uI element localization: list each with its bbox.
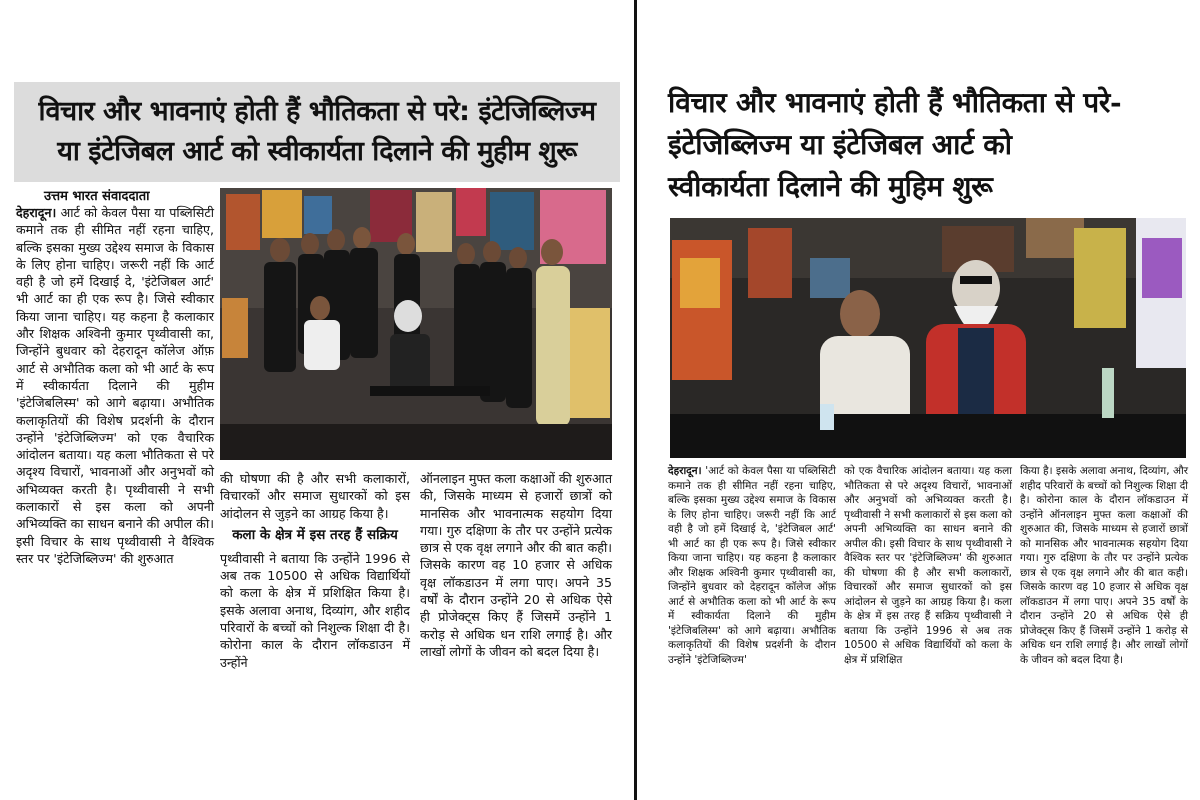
interview-photo — [670, 218, 1186, 458]
left-dateline: देहरादून। — [16, 205, 57, 220]
left-col2-top: की घोषणा की है और सभी कलाकारों, विचारकों और समाज सुधारकों को इस आंदोलन से जुड़ने का आग्रह किया है। — [220, 471, 410, 521]
right-column-1 — [668, 464, 836, 667]
left-col2-bottom: पृथ्वीवासी ने बताया कि उन्होंने 1996 से अब तक 10500 से अधिक विद्यार्थियों को कला के क्षेत्र में प्रशिक्षित किया है। इसके अलावा अनाथ, दिव्यांग, और शहीद परिवारों के बच्चों को निशुल्क शिक्षा दी है। कोरोना काल के दौरान लॉकडाउन में उन्होंने — [220, 550, 410, 670]
left-column-2 — [220, 470, 410, 671]
left-subhead: कला के क्षेत्र में इस तरह हैं सक्रिय — [232, 526, 398, 543]
right-column-3 — [1020, 464, 1188, 667]
left-col1-text: आर्ट को केवल पैसा या पब्लिसिटी कमाने तक ही सीमित नहीं रहना चाहिए, बल्कि इसका मुख्य उद्देश्य समाज के विकास के लिए होना चाहिए। जरूरी नहीं कि आर्ट वही है जो हमें दिखाई दे, 'इंटेजिबल आर्ट' भी आर्ट का ही एक रूप है। जिसे स्वीकार किया जाना चाहिए। यह कहना है कलाकार और शिक्षक अश्विनी कुमार पृथ्वीवासी का, जिन्होंने बुधवार को देहरादून कॉलेज ऑफ़ आर्ट से अभौतिक कला को भी आर्ट के रूप में स्वीकार्यता दिलाने की मुहीम 'इंटेजिबलिस्म' को आगे बढ़ाया। अभौतिक कलाकृतियों की विशेष प्रदर्शनी के दौरान उन्होंने 'इंटेजिब्लिज्म' को एक वैचारिक आंदोलन बताया। यह कला भौतिकता से परे अदृश्य विचारों, भावनाओं और अनुभवों को अभिव्यक्त करती है। पृथ्वीवासी ने सभी कलाकारों से इस कला को अपनी अभिव्यक्ति का साधन बनाने की अपील की। इसी विचार के साथ पृथ्वीवासी ने वैश्विक स्तर पर 'इंटेजिब्लिज्म' की शुरुआत — [16, 205, 214, 566]
left-column-1 — [16, 204, 214, 567]
left-clipping — [14, 82, 620, 732]
right-headline-line2: इंटेजिब्लिज्म या इंटेजिबल आर्ट को — [668, 128, 1012, 161]
right-column-2 — [844, 464, 1012, 667]
right-headline-line1: विचार और भावनाएं होती हैं भौतिकता से परे- — [668, 86, 1122, 119]
group-photo-graphic — [220, 188, 612, 460]
left-headline-line2: या इंटेजिबल आर्ट को स्वीकार्यता दिलाने की मुहीम शुरू — [57, 136, 577, 167]
event-group-photo — [220, 188, 612, 460]
left-col3-text: ऑनलाइन मुफ्त कला कक्षाओं की शुरुआत की, जिसके माध्यम से हजारों छात्रों को मानसिक और भावनात्मक सहयोग दिया गया। गुरु दक्षिणा के तौर पर उन्होंने प्रत्येक छात्र से एक वृक्ष लगाने और की बात कही। जिसके कारण वह 10 हजार से अधिक वृक्ष लॉकडाउन में लगा पाए। अपने 35 वर्षों के दौरान उन्होंने 20 से अधिक ऐसे ही प्रोजेक्ट्स किए हैं जिसमें उन्होंने 1 करोड़ से अधिक धन राशि लगाई है। और लाखों लोगों के जीवन को बदल दिया है। — [420, 471, 612, 659]
right-dateline: देहरादून। — [668, 465, 702, 477]
right-headline — [668, 82, 1188, 208]
left-column-3 — [420, 470, 612, 660]
byline: उत्तम भारत संवाददाता — [44, 189, 150, 204]
right-col2-text: को एक वैचारिक आंदोलन बताया। यह कला भौतिकता से परे अदृश्य विचारों, भावनाओं और अनुभवों को अभिव्यक्त करती है। पृथ्वीवासी ने सभी कलाकारों से इस कला को अपनी अभिव्यक्ति का साधन बनाने की अपील की। इसी विचार के साथ पृथ्वीवासी ने वैश्विक स्तर पर 'इंटेजिब्लिज्म' की शुरुआत की घोषणा की है और सभी कलाकारों, विचारकों और समाज सुधारकों को इस आंदोलन से जुड़ने का आग्रह किया है। कला के क्षेत्र में इस तरह हैं सक्रिय पृथ्वीवासी ने बताया कि उन्होंने 1996 से अब तक 10500 से अधिक विद्यार्थियों को कला के क्षेत्र में प्रशिक्षित — [844, 465, 1012, 666]
left-headline-line1: विचार और भावनाएं होती हैं भौतिकता से परे: इंटेजिब्लिज्म — [38, 96, 596, 127]
interview-photo-graphic — [670, 218, 1186, 458]
page-divider — [634, 0, 637, 800]
left-headline — [14, 82, 620, 182]
right-col3-text: किया है। इसके अलावा अनाथ, दिव्यांग, और शहीद परिवारों के बच्चों को निशुल्क शिक्षा दी है। कोरोना काल के दौरान लॉकडाउन में उन्होंने ऑनलाइन मुफ्त कला कक्षाओं की शुरुआत की, जिसके माध्यम से हजारों छात्रों को मानसिक और भावनात्मक सहयोग दिया गया। गुरु दक्षिणा के तौर पर उन्होंने प्रत्येक छात्र से एक वृक्ष लगाने और की बात कही। जिसके कारण वह 10 हजार से अधिक वृक्ष लॉकडाउन में लगा पाए। अपने 35 वर्षों के दौरान उन्होंने 20 से अधिक ऐसे ही प्रोजेक्ट्स किए हैं जिसमें उन्होंने 1 करोड़ से अधिक धन राशि लगाई है। और लाखों लोगों के जीवन को बदल दिया है। — [1020, 465, 1189, 666]
right-headline-line3: स्वीकार्यता दिलाने की मुहिम शुरू — [668, 170, 993, 203]
right-col1-text: 'आर्ट को केवल पैसा या पब्लिसिटी कमाने तक ही सीमित नहीं रहना चाहिए, बल्कि इसका मुख्य उद्देश्य समाज के विकास के लिए होना चाहिए। जरूरी नहीं कि आर्ट वही है जो हमें दिखाई दे, 'इंटेजिबल आर्ट' भी आर्ट का ही एक रूप है। जिसे स्वीकार किया जाना चाहिए। यह कहना है कलाकार और शिक्षक अश्विनी कुमार पृथ्वीवासी का, जिन्होंने बुधवार को देहरादून कॉलेज ऑफ़ आर्ट से अभौतिक कला को भी आर्ट के रूप में स्वीकार्यता दिलाने की मुहीम 'इंटेजिबलिस्म' को आगे बढ़ाया। अभौतिक कलाकृतियों की विशेष प्रदर्शनी के दौरान उन्होंने 'इंटेजिब्लिज्म' — [668, 465, 836, 666]
